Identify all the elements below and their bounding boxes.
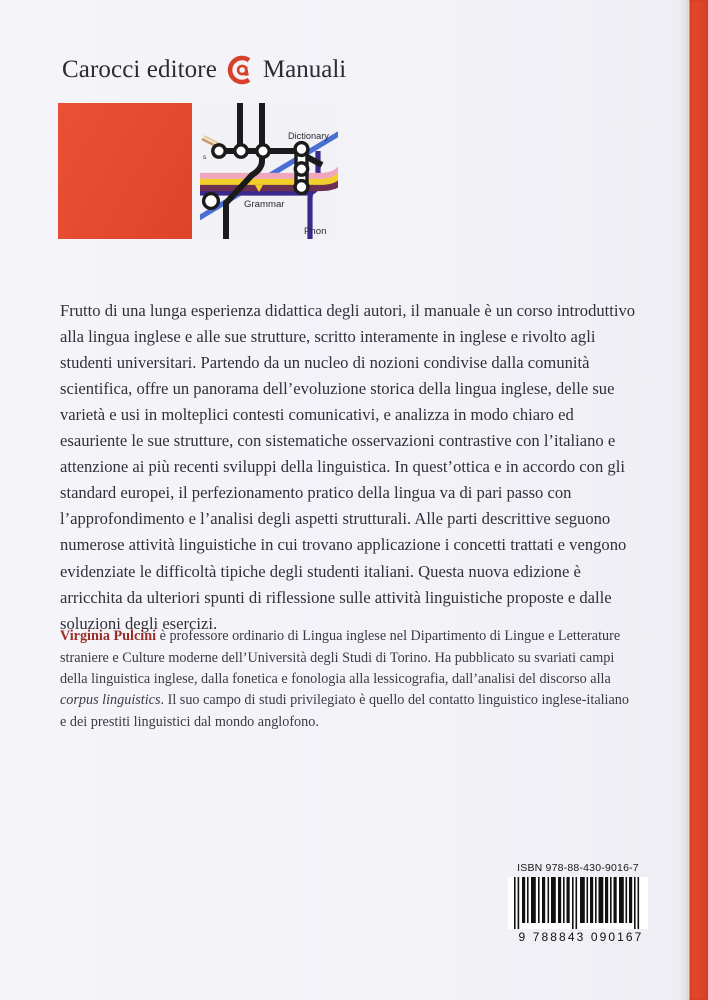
map-label-dictionary: Dictionary <box>288 131 329 141</box>
barcode-digits: 9 788843 090167 <box>518 930 644 944</box>
cover-graphics-band <box>58 103 340 239</box>
imprint-name: Manuali <box>262 56 347 83</box>
back-cover-blurb: Frutto di una lunga esperienza didattica degli autori, il manuale è un corso introduttivo alla lingua inglese e alle sue strutture, scritto interamente in inglese e rivolto agli studenti universitari. Partendo da un nucleo di nozioni condivise dalla comunità scientifica, offre un panorama dell’evoluzione storica della lingua inglese, delle sue varietà e usi in molteplici contesti comunicativi, e analizza in modo chiaro ed esauriente le sue strutture, con sistematiche osservazioni contrastive con l’italiano e attenzione ai più recenti sviluppi della linguistica. In quest’ottica e in accordo con gli standard europei, il perfezionamento pratico della lingua va di pari passo con l’approfondimento e l’analisi degli aspetti strutturali. Alle parti descrittive seguono numerose attività linguistiche in cui trovano applicazione i concetti trattati e vengono evidenziate le difficoltà tipiche degli studenti italiani. Questa nuova edizione è arricchita da ulteriori spunti di riflessione sulle attività linguistiche proposte e dalle soluzioni degli esercizi. <box>60 300 636 633</box>
author-name: Virginia Pulcini <box>60 628 157 645</box>
metro-map-illustration <box>200 103 338 239</box>
barcode-block <box>508 862 658 944</box>
carocci-at-logo-icon <box>225 54 255 86</box>
map-station-dictionary <box>295 143 308 194</box>
red-color-block <box>58 103 192 239</box>
author-bio-part2: . Il suo campo di studi privilegiato è quello del contatto linguistico inglese-italiano e dei prestiti linguistici dal mondo anglofono. <box>60 692 629 730</box>
author-bio-italic-term: corpus linguistics <box>60 692 161 709</box>
publisher-name: Carocci editore <box>62 56 217 83</box>
isbn-label: ISBN 978-88-430-9016-7 <box>517 862 639 874</box>
book-spine <box>687 0 708 1000</box>
publisher-header <box>62 50 362 90</box>
author-biography <box>60 626 630 733</box>
ean13-barcode <box>508 877 648 929</box>
map-label-grammar: Grammar <box>244 199 285 210</box>
map-label-phon: Phon <box>304 226 327 237</box>
author-bio-part1: è professore ordinario di Lingua inglese nel Dipartimento di Lingue e Letterature straniere e Culture moderne dell’Università degli Studi di Torino. Ha pubblicato su svariati campi della linguistica inglese, dalla fonetica e fonologia alla lessicografia, dall’analisi del discorso alla <box>60 628 621 687</box>
spine-shadow <box>678 0 687 1000</box>
map-label-partial: s <box>203 154 207 161</box>
